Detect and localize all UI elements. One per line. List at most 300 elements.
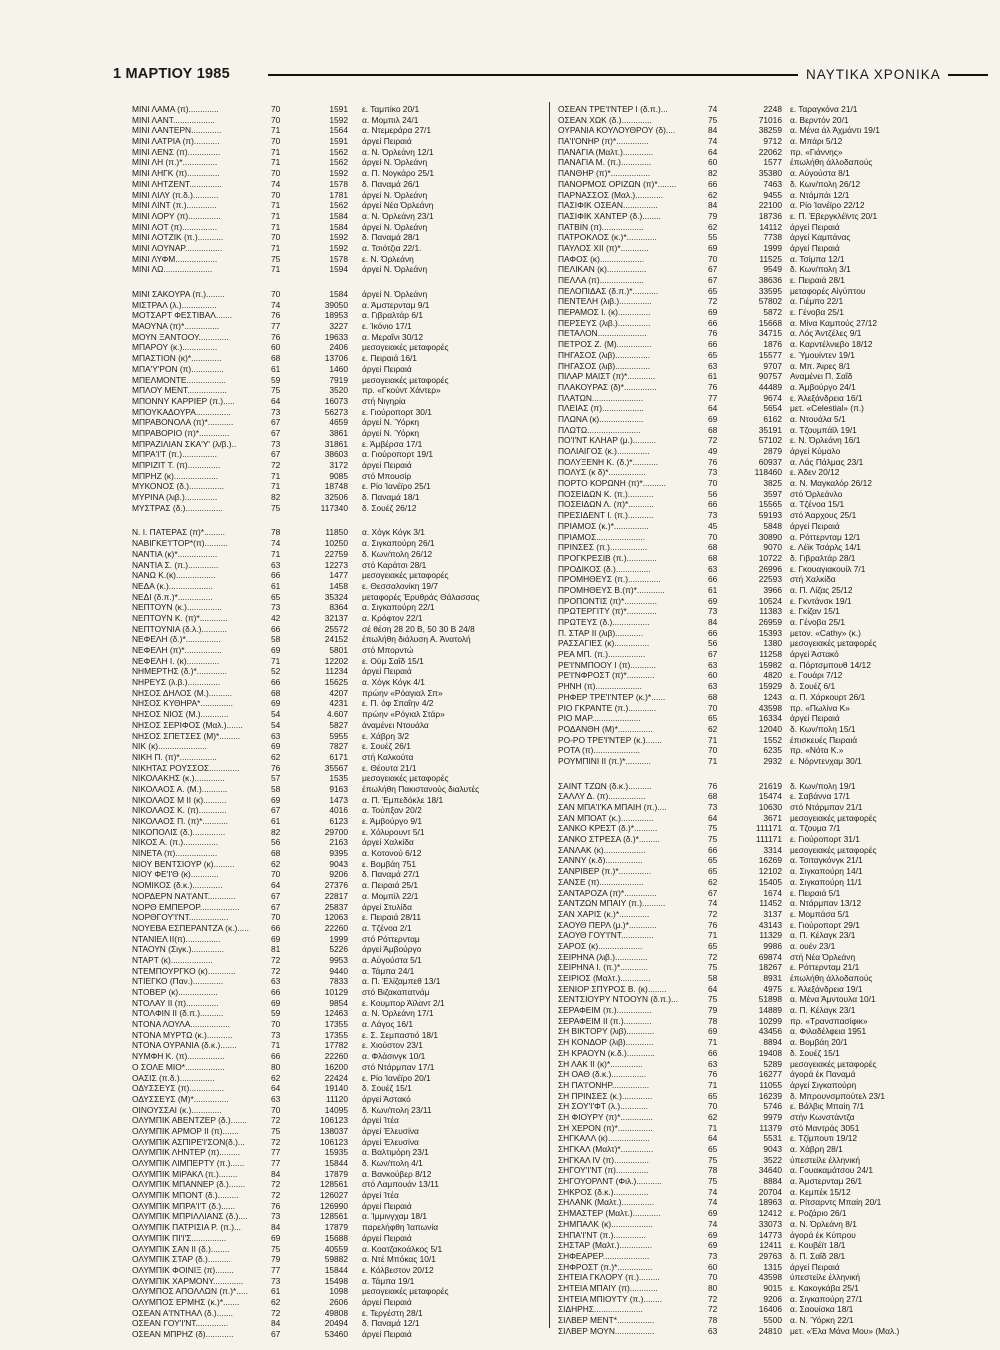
status: άργεί Σιγκαπούρη: [790, 1079, 857, 1090]
status: στό Μπουσίρ: [362, 470, 412, 481]
build-year: 78: [708, 1315, 718, 1325]
ship-row: [132, 342, 542, 353]
tonnage: 2248: [763, 104, 782, 114]
ship-row: [558, 628, 978, 639]
ship-name: ΜΠΑΡΟΥ (κ.)...............: [132, 342, 218, 353]
build-year: 70: [271, 912, 281, 923]
status: α. ουέν 23/1: [790, 940, 836, 951]
status: ε. Ίκόνιο 17/1: [362, 321, 412, 332]
build-year: 72: [708, 951, 718, 962]
build-year: 71: [271, 200, 281, 211]
ship-row: [132, 407, 542, 418]
status: ε. Άδεν 20/12: [790, 467, 840, 478]
tonnage: 1562: [329, 200, 348, 211]
status: α. Ν. Ύόρκη 22/1: [790, 1315, 854, 1325]
status: α. Χόγκ Κόγκ 4/1: [362, 677, 425, 688]
ship-name: ΟΙΝΟΥΣΣΑΙ (κ.).............: [132, 1104, 222, 1115]
ship-name: ΜΙΝΙ ΛΗΓΚ (π)..............: [132, 168, 220, 179]
build-year: 67: [271, 427, 281, 438]
ship-row: [558, 1251, 978, 1262]
status: ε. Γουάρι 7/12: [790, 670, 843, 681]
tonnage: 15668: [758, 317, 782, 328]
ship-name: ΠΕΛΟΠΙΔΑΣ (δ.π.)*...........: [558, 285, 659, 296]
tonnage: 22593: [758, 574, 782, 585]
status: α. Π. Λίζας 25/12: [790, 584, 853, 595]
tonnage: 32137: [324, 612, 348, 623]
tonnage: 17782: [324, 1040, 348, 1051]
build-year: 69: [271, 741, 281, 752]
ship-name: ΟΛΥΜΠΙΚ ΣΤΑΡ (δ.)..........: [132, 1254, 232, 1265]
ship-row: [558, 510, 978, 521]
ship-name: ΠΑΣΙΦΙΚ ΟΣΕΑΝ...............: [558, 200, 658, 211]
status: α. Γιβραλτάρ 6/1: [362, 310, 423, 321]
status: άργεί Πειραιά: [362, 1296, 412, 1307]
status: άργεί Πειραιά: [790, 1261, 840, 1272]
build-year: 73: [271, 602, 281, 613]
ship-row: [558, 157, 978, 168]
build-year: 71: [708, 1079, 718, 1090]
status: άργεί Ίτέα: [362, 1115, 399, 1126]
status: δ. Παναμά 18/1: [362, 492, 420, 503]
tonnage: 14889: [758, 1005, 782, 1016]
tonnage: 8884: [763, 1176, 782, 1187]
status: μεσογειακές μεταφορές: [362, 773, 449, 784]
ship-name: ΣΗΣΤΑΡ (Μαλτ.)..............: [558, 1240, 653, 1251]
status: α. Πειραιά 25/1: [362, 880, 419, 891]
ship-row: [132, 773, 542, 784]
ship-row: [558, 371, 978, 382]
ship-row: [132, 1233, 542, 1244]
build-year: 63: [708, 360, 718, 371]
tonnage: 1552: [763, 734, 782, 745]
ship-name: ΝΟΡΔΕΡΝ ΝΑ'Ι'ΑΝΤ............: [132, 890, 236, 901]
ship-name: ΣΑΟΥΘ ΓΟΥ'Ι'ΝΤ..............: [558, 930, 654, 941]
ship-row: [132, 795, 542, 806]
ship-name: ΣΙΛΒΕΡ ΜΟΥΝ.................: [558, 1325, 655, 1336]
ship-row: [132, 1201, 542, 1212]
build-year: 69: [271, 645, 281, 655]
status: ε. Γιούροπορτ 29/1: [790, 919, 860, 930]
ship-name: ΝΗΣΟΣ ΝΙΟΣ (Μ.)............: [132, 709, 229, 720]
tonnage: 9043: [329, 858, 348, 869]
status: α. Λάγος 16/1: [362, 1019, 413, 1030]
build-year: 70: [271, 1104, 281, 1115]
tonnage: 71016: [758, 114, 782, 125]
build-year: 84: [271, 1222, 281, 1233]
status: έπωλήθη άλλοδαπούς: [790, 157, 873, 168]
status: α. Σιγκαπούρη 27/1: [790, 1293, 863, 1304]
tonnage: 32506: [324, 492, 348, 503]
tonnage: 12411: [759, 1240, 782, 1251]
status: α. Μομπιλ 24/1: [362, 114, 419, 125]
tonnage: 18736: [758, 210, 782, 221]
build-year: 73: [708, 802, 718, 812]
status: μεσογειακές μεταφορές: [362, 374, 449, 385]
status: α. Ντάρμπαν 13/12: [790, 898, 862, 909]
status: στό Μπορντώ: [362, 645, 414, 655]
status: ε. Σαβάννα 17/1: [790, 791, 850, 802]
tonnage: 22062: [758, 146, 782, 157]
status: α. Γιούροπορτ 19/1: [362, 449, 434, 460]
build-year: 72: [271, 954, 281, 965]
tonnage: 20704: [758, 1186, 782, 1197]
tonnage: 1584: [329, 221, 348, 232]
tonnage: 9395: [329, 848, 348, 859]
ship-row: [558, 382, 978, 393]
ship-row: [132, 955, 542, 966]
ship-name: ΣΗΤΕΙΑ ΜΠΙΟΥΤΥ (π.)........: [558, 1293, 663, 1304]
tonnage: 4659: [329, 417, 348, 428]
build-year: 68: [271, 353, 281, 364]
ship-name: ΡΟΤΑ (π)....................: [558, 745, 640, 756]
ship-name: ΠΡΟΔΙΚΟΣ (δ.)...............: [558, 563, 651, 574]
ship-name: ΣΑΝΝΥ (κ.δ)................: [558, 855, 643, 866]
tonnage: 15565: [758, 499, 782, 510]
build-year: 74: [708, 1186, 718, 1197]
ship-name: ΜΠΛΟΥ ΜΕΝΤ.................: [132, 385, 227, 396]
ship-row: [132, 1147, 542, 1158]
ship-name: ΡΕ'Ι'ΝΦΡΟΣΤ (π)*............: [558, 670, 655, 681]
status: άργεί Πειραιά: [362, 1200, 412, 1211]
status: στό Βιζακαπατνάμ: [362, 987, 430, 997]
ship-row: [132, 115, 542, 126]
build-year: 80: [708, 1282, 718, 1293]
ship-name: ΣΑΝΤΖΩΝ ΜΠΑΙΥ (π.)..........: [558, 898, 666, 909]
build-year: 62: [271, 858, 281, 869]
ship-row: [132, 731, 542, 742]
ship-name: ΜΙΝΙ ΛΙΝΤ (π.).............: [132, 200, 217, 211]
status: α. Αύγούστα 8/1: [790, 168, 850, 179]
ship-name: ΝΙΝΕΤΑ (π)..................: [132, 848, 218, 859]
ship-name: ΠΟΛΙΑΙΓΟΣ (κ.)..............: [558, 446, 650, 456]
ship-row: [558, 756, 978, 767]
status: α. Π. Κέλαγκ 23/1: [790, 1005, 856, 1016]
ship-name: ΣΗΛΑΝΚ (Μαλτ.)..............: [558, 1197, 655, 1208]
build-year: 70: [708, 478, 718, 489]
tonnage: 5872: [763, 307, 782, 318]
build-year: 84: [708, 125, 718, 136]
ship-row: [132, 353, 542, 364]
ship-row: [132, 581, 542, 592]
tonnage: 3861: [329, 427, 348, 438]
ship-row: [132, 254, 542, 265]
tonnage: 15393: [758, 627, 782, 638]
ship-row: [132, 1276, 542, 1287]
ship-row: [558, 735, 978, 746]
build-year: 64: [708, 983, 718, 994]
status: α. Τσιότζια 22/1.: [362, 242, 422, 253]
ship-name: ΣΗΓΚΑΛΛ (κ)..................: [558, 1133, 650, 1144]
tonnage: 10524: [758, 595, 782, 606]
ship-row: [558, 467, 978, 478]
ship-row: [132, 375, 542, 386]
ship-row: [558, 115, 978, 126]
ship-row: [558, 681, 978, 692]
tonnage: 15688: [324, 1232, 348, 1243]
ship-name: ΠΕΛΙΚΑΝ (κ).................: [558, 264, 647, 275]
ship-name: ΜΙΝΙ ΣΑΚΟΥΡΑ (π.)........: [132, 289, 225, 299]
ship-row: [558, 1069, 978, 1080]
build-year: 67: [271, 890, 281, 901]
build-year: 71: [271, 242, 281, 253]
ship-row: [558, 564, 978, 575]
build-year: 72: [271, 460, 281, 470]
tonnage: 15498: [324, 1275, 348, 1286]
ship-row: [558, 1037, 978, 1048]
status: στό Λαμπουάν 13/11: [362, 1179, 439, 1190]
status: ε. Γιούροπορτ 31/1: [790, 834, 860, 845]
status: α. Ντεμεράρα 27/1: [362, 125, 431, 136]
tonnage: 7919: [329, 374, 348, 385]
ship-row: [132, 1008, 542, 1019]
build-year: 71: [271, 157, 281, 168]
build-year: 70: [271, 114, 281, 125]
tonnage: 33073: [758, 1218, 782, 1229]
build-year: 69: [708, 1026, 718, 1037]
ship-row: [132, 698, 542, 709]
ship-name: ΝΤΕΜΠΟΥΡΓΚΟ (κ)............: [132, 965, 236, 976]
ship-name: ΝΤΑΟΥΝ (Σιγκ.)..............: [132, 944, 225, 955]
build-year: 60: [708, 157, 718, 168]
build-year: 64: [708, 812, 718, 823]
build-year: 64: [708, 403, 718, 414]
status: στή Χαλκίδα: [790, 574, 836, 585]
build-year: 82: [271, 492, 281, 503]
ship-name: ΜΑΟΥΝΑ (π)*...............: [132, 321, 220, 332]
status: στό Καράτσι 28/1: [362, 559, 427, 570]
build-year: 75: [271, 253, 281, 264]
ship-row: [132, 190, 542, 201]
ship-row: [132, 634, 542, 645]
ship-name: ΝΤΟΛΦΙΝ ΙΙ (δ.π.)..........: [132, 1008, 224, 1019]
status: άργεί Άμβούργο: [362, 944, 422, 955]
ship-row: [132, 125, 542, 136]
status: δ. Σουέζ 15/1: [362, 1083, 412, 1094]
build-year: 69: [271, 794, 281, 805]
ship-row: [132, 385, 542, 396]
build-year: 71: [271, 125, 281, 136]
ship-row: [558, 649, 978, 660]
ship-row: [132, 1265, 542, 1276]
ship-row: [132, 966, 542, 977]
tonnage: 138037: [320, 1125, 348, 1136]
tonnage: 18953: [324, 310, 348, 321]
tonnage: 2406: [329, 342, 348, 353]
tonnage: 49808: [324, 1307, 348, 1318]
status: δ. Παναμά 26/1: [362, 178, 420, 189]
tonnage: 5955: [329, 730, 348, 741]
ship-row: [132, 709, 542, 720]
status: Αναμένει Π. Σαΐδ: [790, 371, 853, 382]
build-year: 76: [271, 762, 281, 773]
ship-name: Ο ΣΟΛΕ ΜΙΟ*.................: [132, 1061, 225, 1072]
tonnage: 14112: [759, 221, 782, 232]
status: έπωλήθη άλλοδαπούς: [790, 973, 873, 983]
tonnage: 126990: [320, 1200, 348, 1211]
build-year: 75: [708, 114, 718, 125]
status: δ. Σουέζ 15/1: [790, 1047, 840, 1058]
ship-name: ΣΕΝΤΣΙΟΥΡΥ ΝΤΟΟΥΝ (δ.π.)...: [558, 994, 678, 1005]
tonnage: 90757: [758, 371, 782, 382]
build-year: 70: [708, 253, 718, 264]
ship-name: ΟΛΥΜΠΙΚ ΠΙ'Ι'Σ...............: [132, 1232, 227, 1243]
status: α. Ν. Όρλεάνη 12/1: [362, 146, 434, 157]
tonnage: 4231: [329, 698, 348, 709]
build-year: 49: [708, 446, 718, 456]
ship-name: ΜΙΝΙ ΛΟΤΖΙΚ (π.)...........: [132, 232, 224, 243]
build-year: 72: [708, 1304, 718, 1315]
ship-name: ΣΑΟΥΘ ΠΕΡΛ (μ.)*............: [558, 919, 657, 930]
status: α. Άμβούργο 24/1: [790, 381, 856, 392]
status: ε. Πειραιά 5/1: [790, 887, 841, 898]
ship-row: [132, 688, 542, 699]
ship-row: [558, 920, 978, 931]
ship-name: ΠΟΣΕΙΔΩΝ Κ. (π.)...........: [558, 488, 654, 499]
tonnage: 1591: [329, 136, 348, 147]
status: ε. Γιούροπορτ 30/1: [362, 406, 432, 417]
status: ε. Βομβάη 751: [362, 858, 417, 869]
status: άναμένει Ντουάλα: [362, 719, 429, 730]
ship-name: ΟΣΕΑΝ ΜΠΡΗΖ (δ)............: [132, 1329, 234, 1339]
ship-row: [558, 296, 978, 307]
build-year: 66: [708, 844, 718, 855]
build-year: 76: [708, 456, 718, 467]
status: α. Σιγκαπούρη 11/1: [790, 876, 862, 887]
ship-row: [132, 1073, 542, 1084]
ship-name: ΟΛΥΜΠΙΚ ΜΠΡΙΛΛΙΑΝΣ (δ.)....: [132, 1211, 248, 1222]
ship-row: [558, 147, 978, 158]
ship-name: ΠΡΟΓΚΡΕΣΙΒ (π.).............: [558, 552, 657, 563]
ship-row: [558, 489, 978, 500]
tonnage: 17355: [324, 1029, 348, 1040]
ship-name: ΠΡΕΣΙΔΕΝΤ Ι. (π.)...........: [558, 510, 654, 521]
status: άργεί Έλευσίνα: [362, 1136, 419, 1147]
ship-name: ΝΟΥΕΒΑ ΕΣΠΕΡΑΝΤΖΑ (κ.).....: [132, 922, 249, 933]
ship-row: [558, 791, 978, 802]
status: α. Μπ. Άιρες 8/1: [790, 360, 851, 371]
status: ε. Γκίζαν 15/1: [790, 606, 840, 617]
build-year: 71: [271, 210, 281, 221]
ship-row: [132, 449, 542, 460]
ship-name: ΣΙΛΒΕΡ ΜΕΝΤ*................: [558, 1315, 655, 1325]
build-year: 75: [271, 1243, 281, 1254]
build-year: 72: [708, 435, 718, 446]
build-year: 80: [271, 1061, 281, 1072]
ship-row: [558, 1165, 978, 1176]
tonnage: 11525: [759, 253, 782, 264]
tonnage: 12063: [324, 912, 348, 923]
tonnage: 5654: [763, 403, 782, 414]
ship-name: ΣΑΝΡΙΒΕΡ (π.)*..............: [558, 866, 652, 877]
ship-row: [132, 1318, 542, 1329]
ship-row: [132, 1222, 542, 1233]
build-year: 63: [708, 563, 718, 574]
build-year: 58: [271, 634, 281, 645]
status: άγορά έκ Κύπρου: [790, 1229, 856, 1240]
build-year: 69: [708, 595, 718, 606]
tonnage: 1578: [329, 253, 348, 264]
ship-row: [132, 944, 542, 955]
ship-row: [558, 596, 978, 607]
build-year: 75: [708, 1176, 718, 1187]
tonnage: 7738: [763, 232, 782, 243]
build-year: 62: [708, 723, 718, 734]
tonnage: 1591: [329, 104, 348, 114]
status: ε. Άμβέρσα 17/1: [362, 438, 423, 449]
ship-name: ΠΑΝΑΓΙΑ Μ. (π.).............: [558, 157, 652, 168]
tonnage: 10129: [324, 987, 348, 997]
ship-name: ΟΛΥΜΠΙΚ ΜΠΡΑ'Ι'Τ (δ.)......: [132, 1200, 236, 1211]
ship-name: ΝΙΚΟΛΑΟΣ Π. (π)*...........: [132, 816, 229, 826]
build-year: 73: [708, 1250, 718, 1261]
build-year: 69: [708, 1229, 718, 1240]
build-year: 54: [271, 709, 281, 720]
ship-name: ΟΛΥΜΠΟΣ ΑΠΟΛΛΩΝ (π.)*.....: [132, 1286, 248, 1297]
ship-name: ΝΕΠΤΟΥΝ Κ. (π)*............: [132, 612, 228, 623]
ship-name: ΣΗ ΚΟΝΔΟΡ (λιβ)............: [558, 1037, 654, 1048]
status: ε. Πειραιά 28/11: [362, 912, 422, 923]
ship-row: [558, 574, 978, 585]
ship-name: ΜΙΝΙ ΛΑΜΑ (π).............: [132, 104, 219, 114]
ship-row: [558, 713, 978, 724]
ship-name: ΝΗΣΟΣ ΣΕΡΙΦΟΣ (Μαλ.).......: [132, 719, 243, 730]
ship-name: ΟΛΥΜΠΙΚ ΦΟΙΝΙΞ (π)........: [132, 1264, 234, 1275]
ship-name: ΣΗ ΣΟΥ'Ι'ΦΤ (λ.)............: [558, 1101, 649, 1112]
tonnage: 22424: [324, 1072, 348, 1083]
build-year: 76: [271, 1200, 281, 1211]
build-year: 62: [271, 751, 281, 762]
ship-name: ΡΟΔΑΝΘΗ (Μ)*...............: [558, 723, 653, 734]
ship-name: ΜΠΡΙΖΙΤ Τ. (π)..............: [132, 460, 221, 470]
status: άργεί Στυλίδα: [362, 901, 412, 912]
ship-row: [558, 1112, 978, 1123]
status: ε. Χιούστον 23/1: [362, 1040, 423, 1051]
status: άργεί Πειραιά: [790, 713, 840, 724]
status: ε. Κουβέϊτ 18/1: [790, 1240, 846, 1251]
tonnage: 9674: [763, 392, 782, 403]
ship-name: ΠΛΩΤΩ.......................: [558, 424, 641, 435]
right-column: [558, 104, 978, 1336]
ship-name: ΠΕΡΑΜΟΣ Ι. (κ)..............: [558, 307, 651, 318]
build-year: 77: [271, 1264, 281, 1275]
tonnage: 11850: [325, 527, 348, 538]
ship-row: [132, 157, 542, 168]
status: άργεί Ν. Όρλεάνη: [362, 189, 428, 200]
status: ε. Χόλυρουντ 5/1: [362, 826, 425, 837]
tonnage: 3137: [763, 908, 782, 919]
status: δ. Σουέζ 26/12: [362, 502, 417, 513]
ship-row: [132, 1105, 542, 1116]
tonnage: 19633: [324, 331, 348, 342]
status: στήν Κωνστάντζα: [790, 1111, 855, 1122]
build-year: 72: [271, 965, 281, 976]
ship-name: ΠΡΟΠΟΝΤΙΣ (π)*..............: [558, 595, 657, 606]
build-year: 61: [708, 584, 718, 595]
tonnage: 25837: [324, 901, 348, 912]
build-year: 60: [271, 342, 281, 353]
tonnage: 16239: [758, 1090, 782, 1101]
tonnage: 9043: [763, 1144, 782, 1154]
tonnage: 6235: [763, 745, 782, 756]
build-year: 57: [271, 773, 281, 784]
build-year: 62: [708, 221, 718, 232]
status: ύπεστείλε έλληνική: [790, 1154, 861, 1165]
ship-name: ΜΙΝΙ ΛΗΤΖΕΝΤ..............: [132, 178, 222, 189]
status: ε. Ρίο Ίανέϊρο 20/1: [362, 1072, 431, 1083]
build-year: 70: [708, 1101, 718, 1112]
build-year: 75: [708, 994, 718, 1005]
status: δ. Παναμά 12/1: [362, 1318, 420, 1329]
